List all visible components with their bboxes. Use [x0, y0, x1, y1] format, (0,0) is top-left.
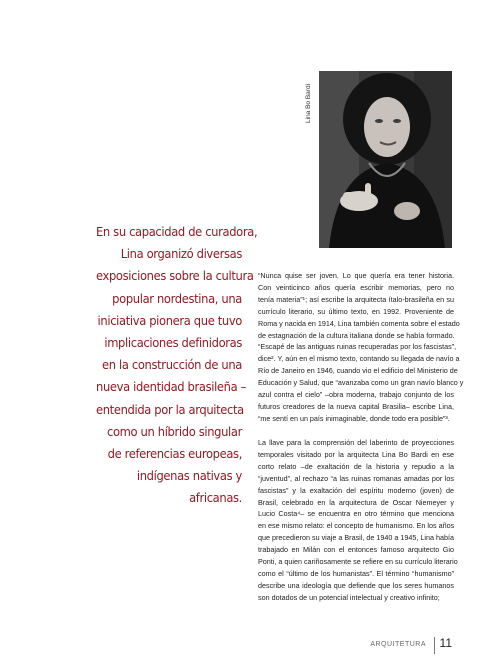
- pull-quote-line: entendida por la arquitecta: [96, 402, 244, 418]
- pull-quote-line: iniciativa pionera que tuvo: [97, 313, 242, 329]
- body-line: tenía materia”¹; así escribe la arquitecta ítalo-brasileña en su: [258, 294, 454, 304]
- body-line: Con veinticinco años quería escribir memorias, pero no: [258, 282, 454, 292]
- pull-quote: [96, 222, 258, 511]
- body-line: Roma y nacida en 1914, Lina también comenta sobre el estado: [258, 318, 460, 328]
- pull-quote-line: popular nordestina, una: [112, 291, 242, 307]
- pull-quote-line: nueva identidad brasileña –: [96, 380, 247, 396]
- body-line: Ponti, a quien cariñosamente se refiere en su currículo literario: [258, 557, 458, 567]
- section-label: ARQUITETURA: [370, 641, 426, 648]
- body-line: La llave para la comprensión del laberinto de proyecciones: [258, 438, 454, 447]
- body-line: Brasil, celebrado en la arquitectura de Oscar Niemeyer y: [258, 497, 454, 507]
- body-line: Río de Janeiro en 1946, cuando vio el edificio del Ministerio de: [258, 366, 458, 376]
- pull-quote-line: implicaciones definidoras: [104, 336, 242, 352]
- pull-quote-line: en la construcción de una: [102, 358, 242, 374]
- pull-quote-line: En su capacidad de curadora,: [96, 225, 258, 240]
- body-line: en ese mismo relato: el concepto de humanismo. En los años: [258, 521, 455, 531]
- portrait-photo: [319, 71, 452, 248]
- page-number: 11: [439, 636, 452, 650]
- body-paragraph-2: [258, 437, 458, 604]
- body-line: Educación y Salud, que “avanzaba como un gran navío blanco y: [258, 378, 464, 388]
- body-line: temporales visitado por la arquitecta Lina Bo Bardi en ese: [258, 449, 454, 459]
- body-line: futuros creadores de la nueva capital Brasilia– escribe Lina,: [258, 401, 454, 411]
- body-line: “me sentí en un país inimaginable, donde todo era posible”³.: [258, 413, 450, 423]
- pull-quote-line: de referencias europeas,: [107, 447, 242, 463]
- body-line: fascistas” y la exaltación del espíritu moderno (joven) de: [258, 485, 454, 495]
- body-line: corto relato –de exaltación de la historia y repudio a la: [258, 461, 454, 471]
- pull-quote-line: como un híbrido singular: [107, 424, 242, 440]
- body-paragraph-1: [258, 270, 464, 425]
- body-line: Lucio Costa⁴– se encuentra en otro término que menciona: [258, 509, 454, 519]
- pull-quote-line: exposiciones sobre la cultura: [96, 269, 254, 285]
- body-line: de estagnación de la cultura italiana donde se había formado.: [258, 330, 455, 340]
- body-line: “Nunca quise ser joven. Lo que quería era tener historia.: [258, 271, 454, 280]
- body-line: dice². Y, aún en el mismo texto, contando su llegada de navío a: [258, 354, 460, 364]
- body-line: trabajado en Milán con el entonces famoso arquitecto Gio: [258, 545, 454, 555]
- body-line: currículo literario, su último texto, en 1992. Proveniente de: [258, 306, 454, 316]
- body-line: azul contra el cielo” –obra moderna, trabajo conjunto de los: [258, 390, 454, 400]
- body-line: que precedieron su viaje a Brasil, de 1940 a 1945, Lina había: [258, 533, 454, 543]
- pull-quote-line: africanas.: [189, 491, 242, 507]
- portrait-image: [319, 71, 452, 248]
- pull-quote-line: Lina organizó diversas: [120, 247, 242, 263]
- pull-quote-line: indígenas nativas y: [136, 469, 242, 485]
- page-footer: [352, 636, 462, 654]
- body-line: “Escapé de las antiguas ruinas recuperadas por los fascistas”,: [258, 342, 457, 352]
- body-line: como el “último de los humanistas”. El término “humanismo”: [258, 568, 454, 578]
- footer-divider: [434, 637, 435, 654]
- photo-credit: Lina Bo Bardi: [305, 83, 312, 123]
- body-line: “juventud”, al rechazo “a las ruinas romanas amadas por los: [258, 473, 454, 483]
- body-line: son dotados de un potencial intelectual y creativo infinito;: [258, 592, 440, 602]
- body-line: describe una ideología que defiende que los seres humanos: [258, 580, 454, 590]
